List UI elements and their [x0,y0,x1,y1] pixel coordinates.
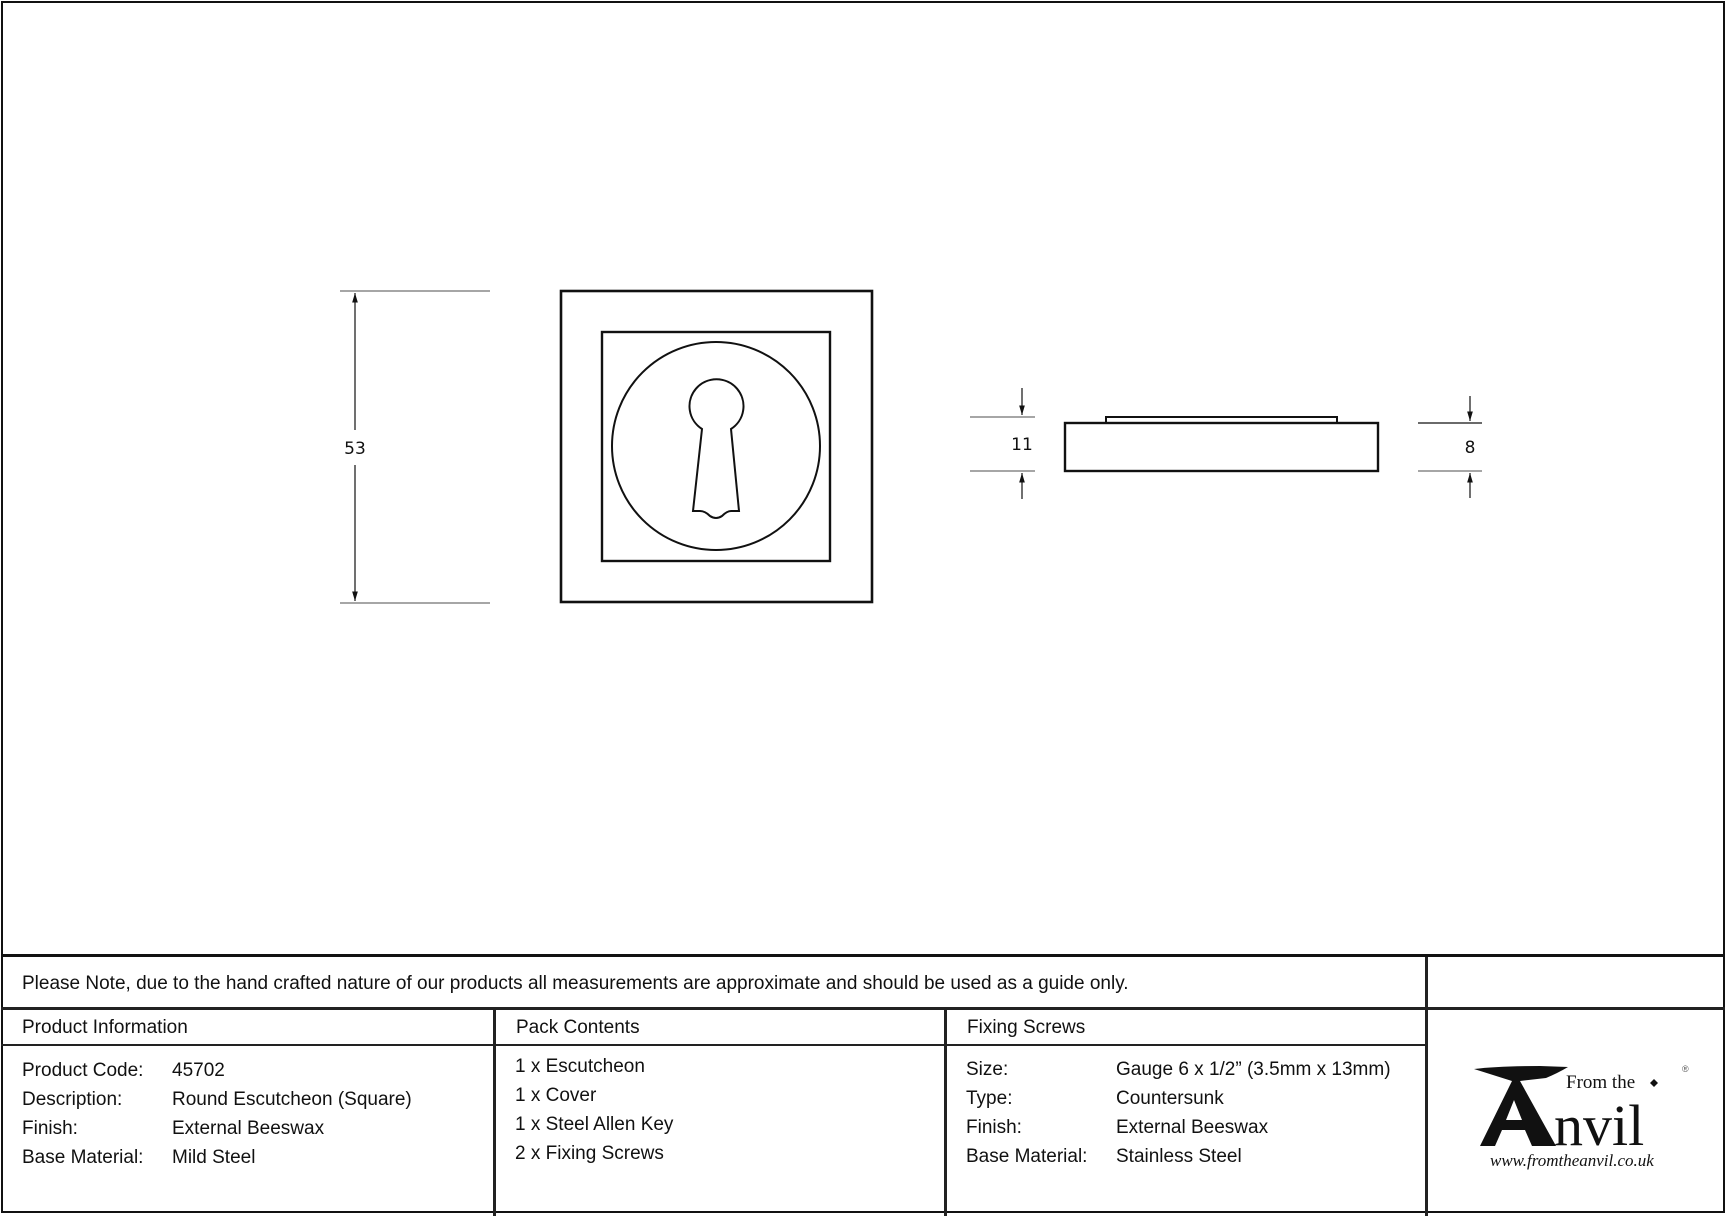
screw-type-value: Countersunk [1116,1088,1224,1109]
side-overall-dimension [970,388,1035,499]
screw-size-row [966,1059,1425,1088]
side-overall-label: 11 [1011,435,1033,455]
row-label: Finish: [22,1118,78,1139]
escutcheon-front-view [561,291,872,602]
screw-type-row [966,1088,1425,1117]
row-label: Finish: [966,1117,1022,1138]
product-information-section [1,1010,493,1216]
finish-row [22,1118,493,1147]
screw-finish-value: External Beeswax [1116,1117,1269,1138]
screw-material-value: Stainless Steel [1116,1146,1242,1167]
anvil-icon [1474,1066,1568,1081]
finish-value: External Beeswax [172,1118,325,1139]
row-label: Base Material: [966,1146,1088,1167]
anvil-wordmark: nvil [1554,1093,1645,1158]
front-height-label: 53 [344,439,366,459]
diamond-icon [1650,1079,1658,1087]
row-label: Type: [966,1088,1013,1109]
website-link[interactable]: www.fromtheanvil.co.uk [1490,1151,1654,1170]
from-the-text: From the [1566,1072,1636,1093]
keyhole-icon [689,379,743,518]
base-material-value: Mild Steel [172,1147,256,1168]
side-body-dimension [1418,396,1482,498]
brand-logo [1428,1012,1726,1212]
screw-finish-row [966,1117,1425,1146]
front-height-dimension [340,291,490,603]
product-code-value: 45702 [172,1060,225,1081]
anvil-a-glyph [1480,1081,1556,1146]
base-material-row [22,1147,493,1176]
product-information-rows [22,1060,493,1176]
screw-material-row [966,1146,1425,1175]
measurement-note: Please Note, due to the hand crafted nature of our products all measurements are approximate and should be used as a guide only. [22,973,1129,994]
side-body [1065,423,1378,471]
product-information-title: Product Information [22,1017,188,1038]
row-label: Base Material: [22,1147,144,1168]
list-item: 1 x Cover [515,1085,597,1106]
fixing-screws-title: Fixing Screws [967,1017,1086,1038]
side-cover [1106,417,1337,423]
list-item: 2 x Fixing Screws [515,1143,664,1164]
description-row [22,1089,493,1118]
product-information-header [1,1010,493,1046]
fixing-screws-rows [966,1059,1425,1175]
pack-contents-header [496,1010,944,1046]
fixing-screws-header [947,1010,1425,1046]
list-item: 1 x Steel Allen Key [515,1114,674,1135]
side-body-label: 8 [1464,438,1476,458]
registered-mark: ® [1682,1064,1689,1074]
pack-contents-section [493,1010,944,1216]
pack-contents-title: Pack Contents [516,1017,640,1038]
description-value: Round Escutcheon (Square) [172,1089,412,1110]
escutcheon-side-view [1065,417,1378,471]
row-label: Size: [966,1059,1009,1080]
inner-square [602,332,830,561]
pack-contents-list [515,1056,944,1172]
row-label: Product Code: [22,1060,144,1081]
row-label: Description: [22,1089,123,1110]
screw-size-value: Gauge 6 x 1/2” (3.5mm x 13mm) [1116,1059,1391,1080]
product-code-row [22,1060,493,1089]
outer-square-plate [561,291,872,602]
list-item: 1 x Escutcheon [515,1056,645,1077]
fixing-screws-section [944,1010,1425,1216]
